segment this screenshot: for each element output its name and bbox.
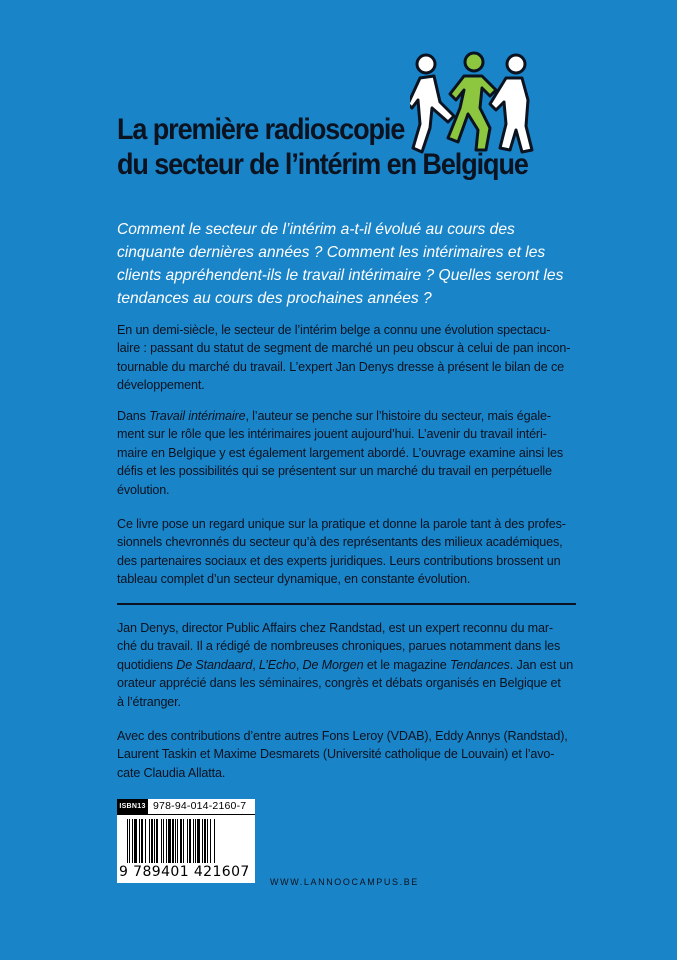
- barcode-bar: [172, 819, 174, 863]
- isbn-label: ISBN13: [117, 799, 148, 814]
- barcode-bar: [154, 819, 155, 863]
- text-line: ché du travail. Il a rédigé de nombreuses chroniques, parues notamment dans les: [117, 639, 561, 654]
- barcode-bar: [163, 819, 164, 863]
- barcode-bar: [134, 819, 137, 863]
- text-line: tournable du marché du travail. L’expert Jan Denys dresse à présent le bilan de ce: [117, 359, 564, 374]
- text-line: défis et les possibilités qui se présentent sur un marché du travail en perpétuelle: [117, 464, 552, 479]
- barcode-bar: [175, 819, 176, 863]
- book-title-italic: Travail intérimaire: [149, 409, 246, 423]
- text-fragment: et le magazine: [363, 657, 450, 672]
- barcode-bar: [166, 819, 167, 863]
- text-line: Avec des contributions d’entre autres Fons Leroy (VDAB), Eddy Annys (Randstad),: [117, 729, 568, 743]
- barcode-bars-icon: [127, 819, 251, 863]
- lead-line: tendances au cours des prochaines années ?: [117, 290, 432, 307]
- barcode-bar: [195, 819, 196, 863]
- paragraph-summary: [117, 515, 587, 589]
- paragraph-intro: [117, 321, 587, 395]
- barcode-bar: [187, 819, 188, 863]
- text-line: à l’étranger.: [117, 694, 181, 709]
- text-line: Laurent Taskin et Maxime Desmarets (Université catholique de Louvain) et l’avo-: [117, 747, 555, 762]
- barcode-bar: [151, 819, 153, 863]
- text-fragment: Dans: [117, 409, 150, 423]
- isbn-barcode: [117, 799, 255, 883]
- barcode-bar: [197, 819, 200, 863]
- barcode-bar: [161, 819, 162, 863]
- section-divider: [117, 603, 576, 605]
- barcode-bar: [141, 819, 143, 863]
- text-fragment: , l’auteur se penche sur l’histoire du secteur, mais égale-: [245, 409, 551, 423]
- barcode-bar: [214, 819, 215, 863]
- author-bio: [117, 619, 587, 711]
- barcode-bar: [127, 819, 128, 863]
- newspaper-name: De Morgen: [302, 657, 364, 672]
- barcode-bar: [149, 819, 150, 863]
- paragraph-book: [117, 407, 587, 499]
- barcode-bar: [183, 819, 184, 863]
- text-line: des partenaires sociaux et des experts juridiques. Leurs contributions brossent un: [117, 553, 561, 568]
- text-line: [117, 407, 587, 425]
- barcode-bar: [202, 819, 203, 863]
- barcode-bar: [180, 819, 182, 863]
- newspaper-name: L’Echo: [258, 657, 296, 672]
- text-fragment: quotidiens: [117, 657, 177, 672]
- isbn-row: [117, 799, 255, 815]
- barcode-bar: [168, 819, 171, 863]
- text-fragment: . Jan est un: [509, 657, 574, 672]
- publisher-website: WWW.LANNOOCAMPUS.BE: [270, 877, 419, 887]
- ean-digits: 9 789401 421607: [119, 864, 250, 880]
- title-line-2: du secteur de l’intérim en Belgique: [117, 148, 528, 181]
- lead-line: Comment le secteur de l’intérim a-t-il évolué au cours des: [117, 221, 515, 238]
- author-name: Jan Denys,: [117, 621, 179, 635]
- text-line: ment sur le rôle que les intérimaires jouent aujourd’hui. L’avenir du travail intéri-: [117, 427, 547, 442]
- barcode-bar: [210, 819, 211, 863]
- text-fragment: ,: [295, 657, 303, 672]
- isbn-number: 978-94-014-2160-7: [153, 800, 247, 812]
- text-line: cate Claudia Allatta.: [117, 765, 226, 780]
- barcode-bar: [156, 819, 158, 863]
- text-line: maire en Belgique y est également largement abordé. L’ouvrage examine ainsi les: [117, 445, 563, 460]
- lead-questions: [117, 218, 587, 310]
- contributors: [117, 727, 587, 782]
- text-line: laire : passant du statut de segment de marché un peu obscur à celui de pan incon-: [117, 341, 571, 356]
- text-line: développement.: [117, 378, 205, 393]
- text-line: évolution.: [117, 482, 170, 497]
- barcode-bar: [129, 819, 130, 863]
- barcode-bar: [193, 819, 194, 863]
- cover-title: [117, 112, 540, 182]
- text-fragment: ,: [252, 657, 259, 672]
- text-line: [117, 619, 587, 637]
- newspaper-name: De Standaard: [176, 657, 253, 672]
- text-line: orateur apprécié dans les séminaires, congrès et débats organisés en Belgique et: [117, 676, 561, 691]
- text-line: tableau complet d’un secteur dynamique, en constante évolution.: [117, 572, 471, 587]
- barcode-bar: [139, 819, 140, 863]
- title-line-1: La première radioscopie: [117, 113, 405, 146]
- text-line: sionnels chevronnés du secteur qu’à des représentants des milieux académiques,: [117, 535, 563, 550]
- text-fragment: director Public Affairs chez Randstad, est un expert reconnu du mar-: [178, 621, 553, 635]
- text-line: [117, 656, 587, 674]
- text-line: Ce livre pose un regard unique sur la pratique et donne la parole tant à des profes-: [117, 517, 566, 531]
- barcode-bar: [207, 819, 208, 863]
- barcode-bar: [177, 819, 178, 863]
- barcode-bar: [189, 819, 191, 863]
- lead-line: cinquante dernières années ? Comment les intérimaires et les: [117, 244, 546, 261]
- magazine-name: Tendances: [449, 657, 510, 672]
- text-line: En un demi-siècle, le secteur de l’intérim belge a connu une évolution spectacu-: [117, 323, 551, 337]
- barcode-bar: [204, 819, 206, 863]
- barcode-bar: [145, 819, 146, 863]
- barcode-bar: [132, 819, 133, 863]
- lead-line: clients appréhendent-ils le travail intérimaire ? Quelles seront les: [117, 267, 564, 284]
